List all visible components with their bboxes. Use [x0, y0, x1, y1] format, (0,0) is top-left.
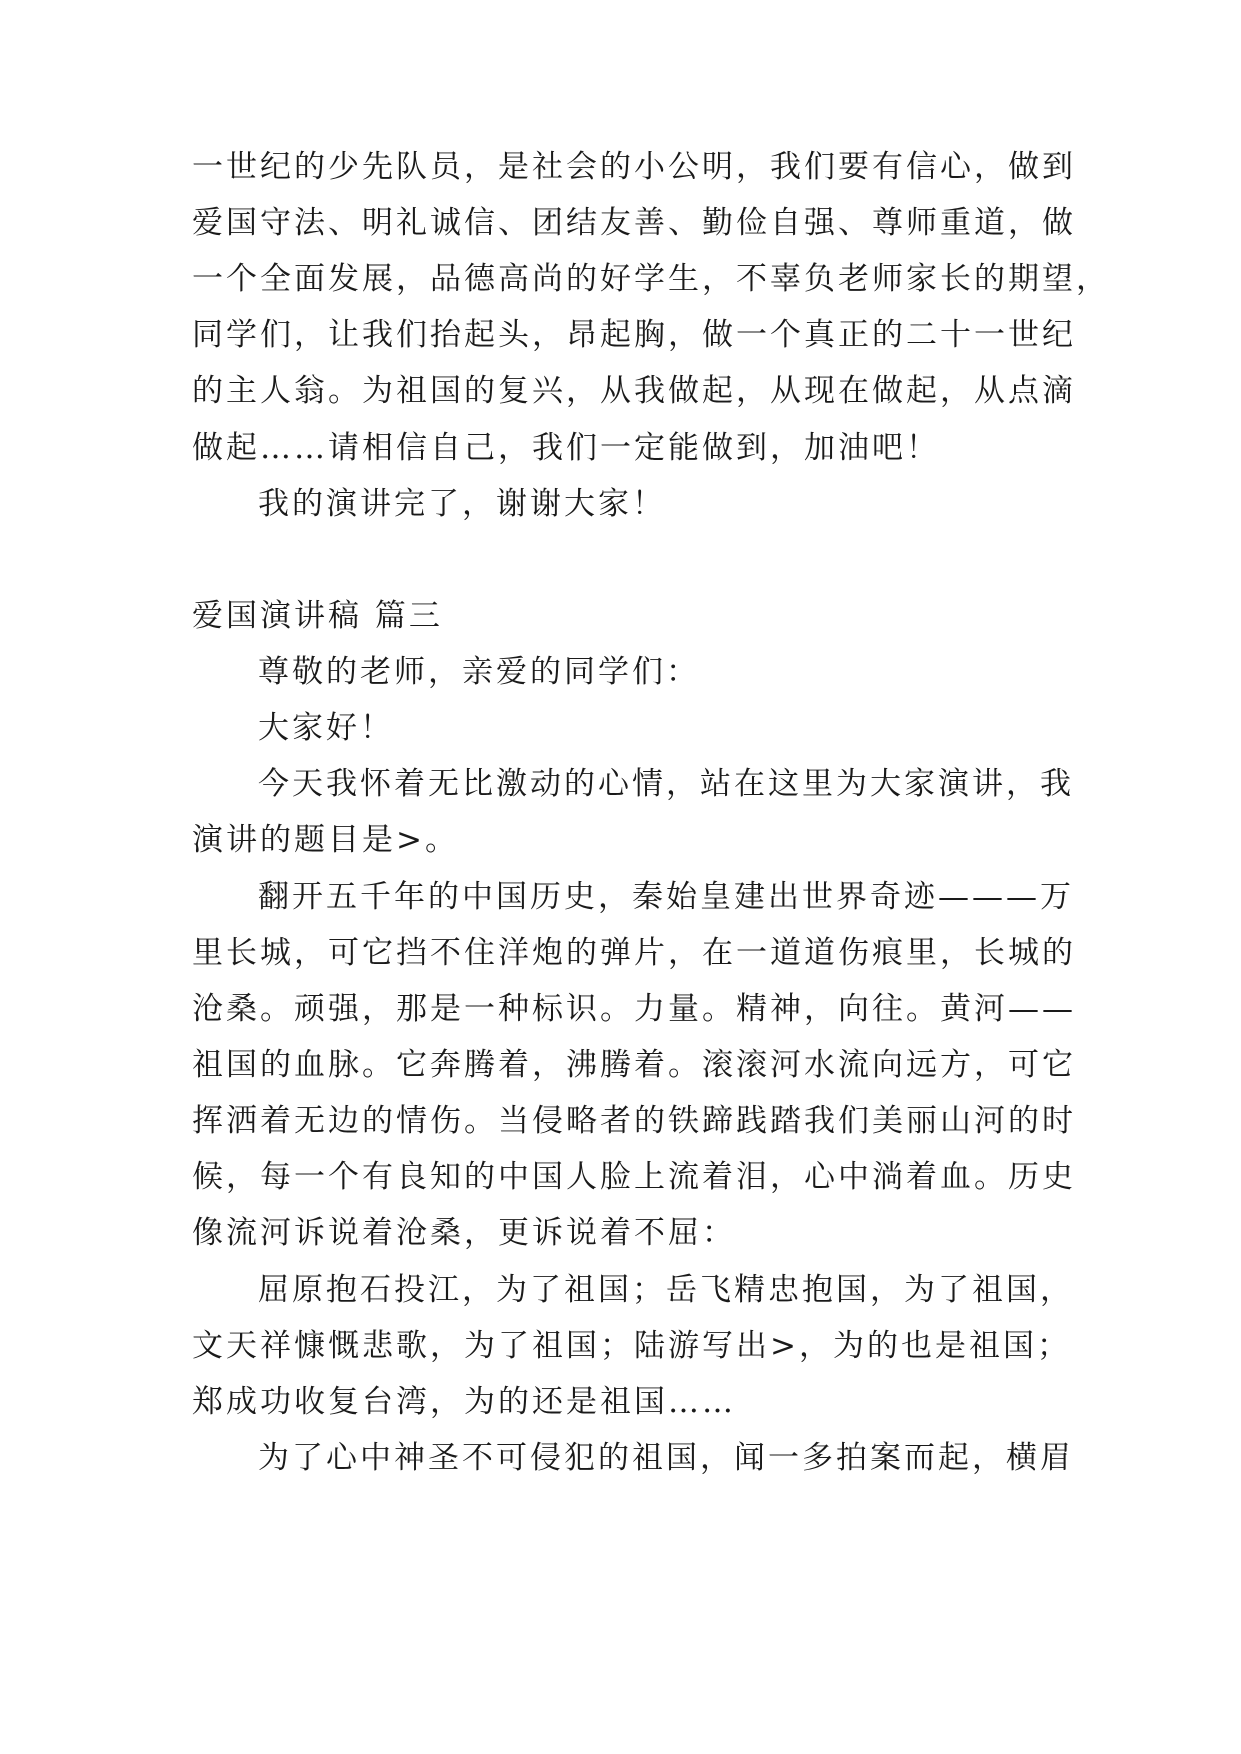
salutation: 尊敬的老师，亲爱的同学们： [258, 654, 700, 690]
text-line: 屈原抱石投江，为了祖国；岳飞精忠抱国，为了祖国， [258, 1272, 1074, 1308]
text-line: 一个全面发展，品德高尚的好学生，不辜负老师家长的期望， [192, 261, 1110, 297]
text-line: 文天祥慷慨悲歌，为了祖国；陆游写出>，为的也是祖国； [192, 1328, 1071, 1364]
text-line: 像流河诉说着沧桑，更诉说着不屈： [192, 1215, 736, 1251]
text-line: 候，每一个有良知的中国人脸上流着泪，心中淌着血。历史 [192, 1159, 1076, 1195]
text-line: 今天我怀着无比激动的心情，站在这里为大家演讲，我 [258, 766, 1074, 802]
greeting: 大家好！ [258, 710, 394, 746]
text-line: 祖国的血脉。它奔腾着，沸腾着。滚滚河水流向远方，可它 [192, 1047, 1076, 1083]
text-line: 里长城，可它挡不住洋炮的弹片，在一道道伤痕里，长城的 [192, 935, 1076, 971]
text-line: 同学们，让我们抬起头，昂起胸，做一个真正的二十一世纪 [192, 317, 1076, 353]
text-line: 为了心中神圣不可侵犯的祖国，闻一多拍案而起，横眉 [258, 1440, 1074, 1476]
text-line: 演讲的题目是>。 [192, 822, 459, 858]
text-line: 郑成功收复台湾，为的还是祖国…… [192, 1384, 736, 1420]
text-line: 的主人翁。为祖国的复兴，从我做起，从现在做起，从点滴 [192, 373, 1076, 409]
text-line: 一世纪的少先队员，是社会的小公明，我们要有信心，做到 [192, 149, 1076, 185]
text-line: 挥洒着无边的情伤。当侵略者的铁蹄践踏我们美丽山河的时 [192, 1103, 1076, 1139]
text-line: 沧桑。顽强，那是一种标识。力量。精神，向往。黄河—— [192, 991, 1076, 1027]
text-line: 做起……请相信自己，我们一定能做到，加油吧！ [192, 430, 940, 466]
text-line: 爱国守法、明礼诚信、团结友善、勤俭自强、尊师重道，做 [192, 205, 1076, 241]
closing-line: 我的演讲完了，谢谢大家！ [258, 486, 666, 522]
section-heading: 爱国演讲稿 篇三 [192, 598, 443, 634]
text-line: 翻开五千年的中国历史，秦始皇建出世界奇迹———万 [258, 879, 1074, 915]
